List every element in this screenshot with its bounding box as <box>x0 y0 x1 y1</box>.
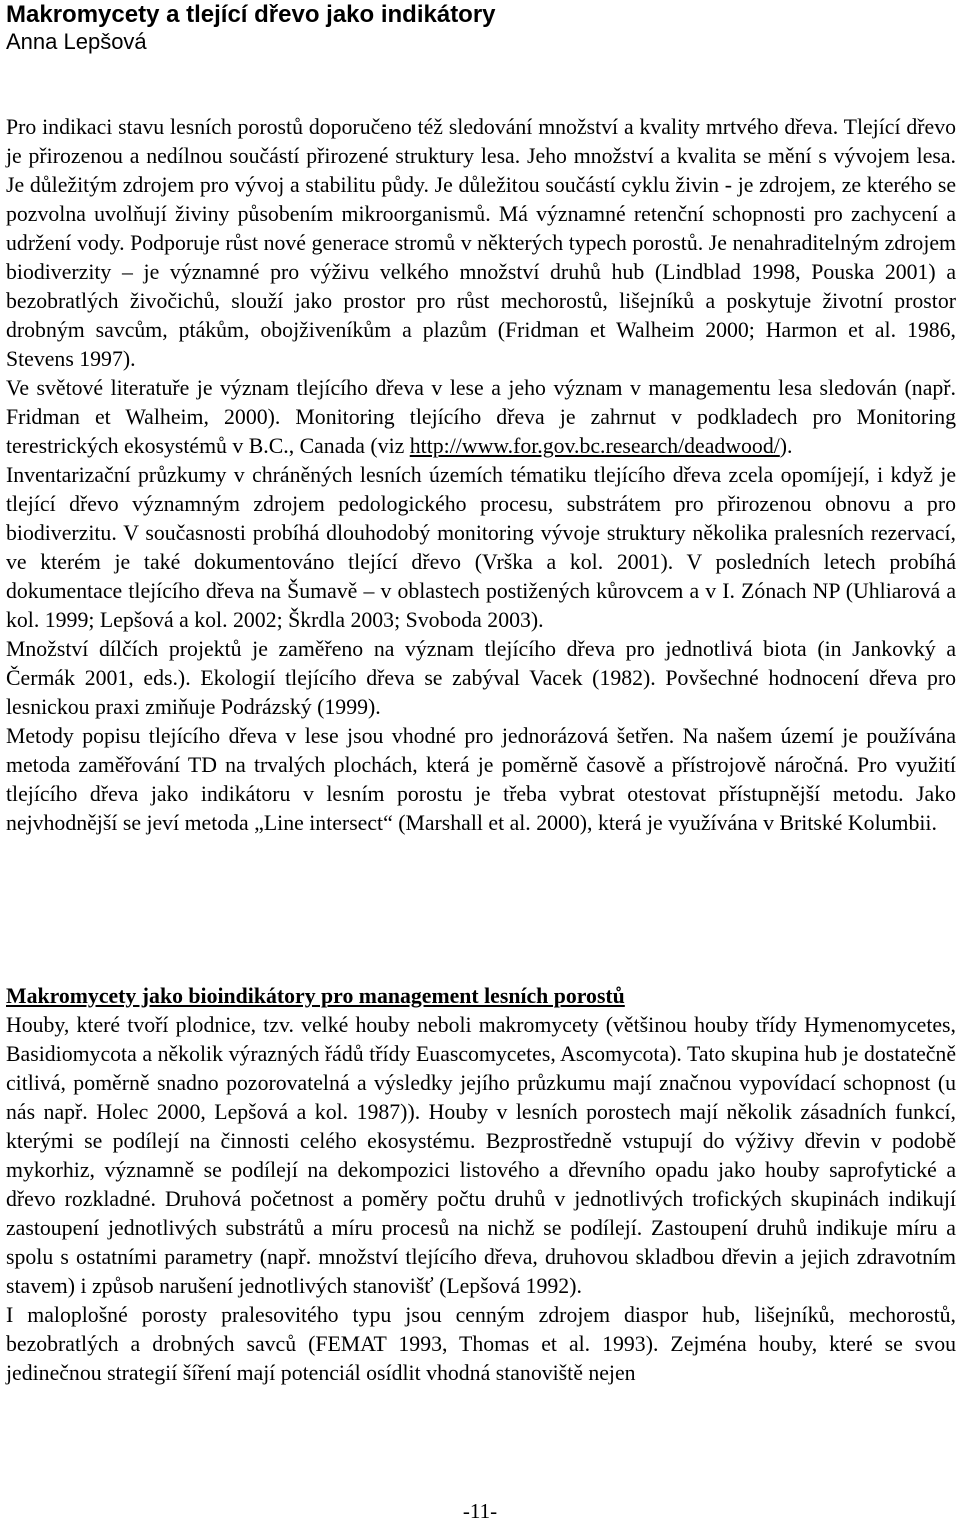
paragraph-intro: Pro indikaci stavu lesních porostů doporučeno též sledování množství a kvality mrtvého dřeva. Tlející dřevo je přirozenou a nedílnou součástí přirozené struktury lesa. Jeho množství a kvalita se mění s vývojem lesa. Je důležitým zdrojem pro vývoj a stabilitu půdy. Je důležitou součástí cyklu živin - je zdrojem, ze kterého se pozvolna uvolňují živiny působením mikroorganismů. Má významné retenční schopnosti pro zachycení a udržení vody. Podporuje růst nové generace stromů v některých typech porostů. Je nenahraditelným zdrojem biodiverzity – je významné pro výživu velkého množství druhů hub (Lindblad 1998, Pouska 2001) a bezobratlých živočichů, slouží jako prostor pro růst mechorostů, lišejníků a poskytuje životní prostor drobným savcům, ptákům, obojživeníkům a plazům (Fridman et Walheim 2000; Harmon et al. 1986, Stevens 1997). <box>6 115 956 371</box>
paragraph-world-literature <box>6 374 956 461</box>
paragraph-inventory-surveys: Inventarizační průzkumy v chráněných lesních územích tématiku tlejícího dřeva zcela opomíjejí, i když je tlející dřevo významným zdrojem pedologického procesu, substrátem pro přirozenou obnovu a pro biodiverzitu. V současnosti probíhá dlouhodobý monitoring vývoje struktury několika pralesních rezervací, ve kterém je také dokumentováno tlející dřevo (Vrška a kol. 2001). V posledních letech probíhá dokumentace tlejícího dřeva na Šumavě – v oblastech postižených kůrovcem a v I. Zónach NP (Uhliarová a kol. 1999; Lepšová a kol. 2002; Škrdla 2003; Svoboda 2003). <box>6 463 956 632</box>
deadwood-link[interactable]: http://www.for.gov.bc.research/deadwood/ <box>409 434 780 458</box>
document-page <box>6 0 956 1385</box>
paragraph-methods: Metody popisu tlejícího dřeva v lese jsou vhodné pro jednorázová šetřen. Na našem území je používána metoda zaměřování TD na trvalých plochách, která je poměrně časově a přístrojově náročná. Pro využití tlejícího dřeva jako indikátoru v lesním porostu je třeba vybrat otestovat přístupnější metodu. Jako nejvhodnější se jeví metoda „Line intersect“ (Marshall et al. 2000), která je využívána v Britské Kolumbii. <box>6 724 956 835</box>
section-heading: Makromycety jako bioindikátory pro management lesních porostů <box>6 984 625 1008</box>
section-dead-wood <box>6 113 956 838</box>
paragraph-world-literature-text: Ve světové literatuře je význam tlejícího dřeva v lese a jeho význam v managementu lesa sledován (např. Fridman et Walheim, 2000). Monitoring tlejícího dřeva je zahrnut v podkladech pro Monitoring terestrických ekosystémů v B.C., Canada (viz <box>6 376 956 458</box>
paragraph-small-stands: I maloplošné porosty pralesovitého typu jsou cenným zdrojem diaspor hub, lišejníků, mechorostů, bezobratlých a drobných savců (FEMAT 1993, Thomas et al. 1993). Zejména houby, které se svou jedinečnou strategií šíření mají potenciál osídlit vhodná stanoviště nejen <box>6 1303 956 1385</box>
paragraph-projects: Množství dílčích projektů je zaměřeno na význam tlejícího dřeva pro jednotlivá biota (in Jankovký a Čermák 2001, eds.). Ekologií tlejícího dřeva se zabýval Vacek (1982). Povšechné hodnocení dřeva pro lesnickou praxi zmiňuje Podrázský (1999). <box>6 637 956 719</box>
document-title: Makromycety a tlející dřevo jako indikátory <box>6 1 496 28</box>
section-macromycetes <box>6 982 956 1388</box>
document-author: Anna Lepšová <box>6 29 147 54</box>
paragraph-fungi: Houby, které tvoří plodnice, tzv. velké houby neboli makromycety (většinou houby třídy Hymenomycetes, Basidiomycota a několik výrazných řádů třídy Euascomycetes, Ascomycota). Tato skupina hub je dostatečně citlivá, poměrně snadno pozorovatelná a výsledky jejího průzkumu mají značnou vypovídací schopnost (u nás např. Holec 2000, Lepšová a kol. 1987)). Houby v lesních porostech mají několik zásadních funkcí, kterými se podílejí na činnosti celého ekosystému. Bezprostředně vstupují do výživy dřevin v podobě mykorhiz, významně se podílejí na dekompozici listového a dřevního opadu jako houby saprofytické a dřevo rozkladné. Druhová početnost a poměry počtu druhů v jednotlivých trofických skupinách indikují zastoupení jednotlivých substrátů a míru procesů na nichž se podílejí. Zastoupení druhů indikuje míru a spolu s ostatními parametry (např. množství tlejícího dřeva, druhovou skladbou dřevin a jejich zdravotním stavem) i způsob narušení jednotlivých stanovišť (Lepšová 1992). <box>6 1013 956 1298</box>
page-number: -11- <box>462 1499 498 1523</box>
paragraph-world-literature-end: ). <box>779 434 793 458</box>
